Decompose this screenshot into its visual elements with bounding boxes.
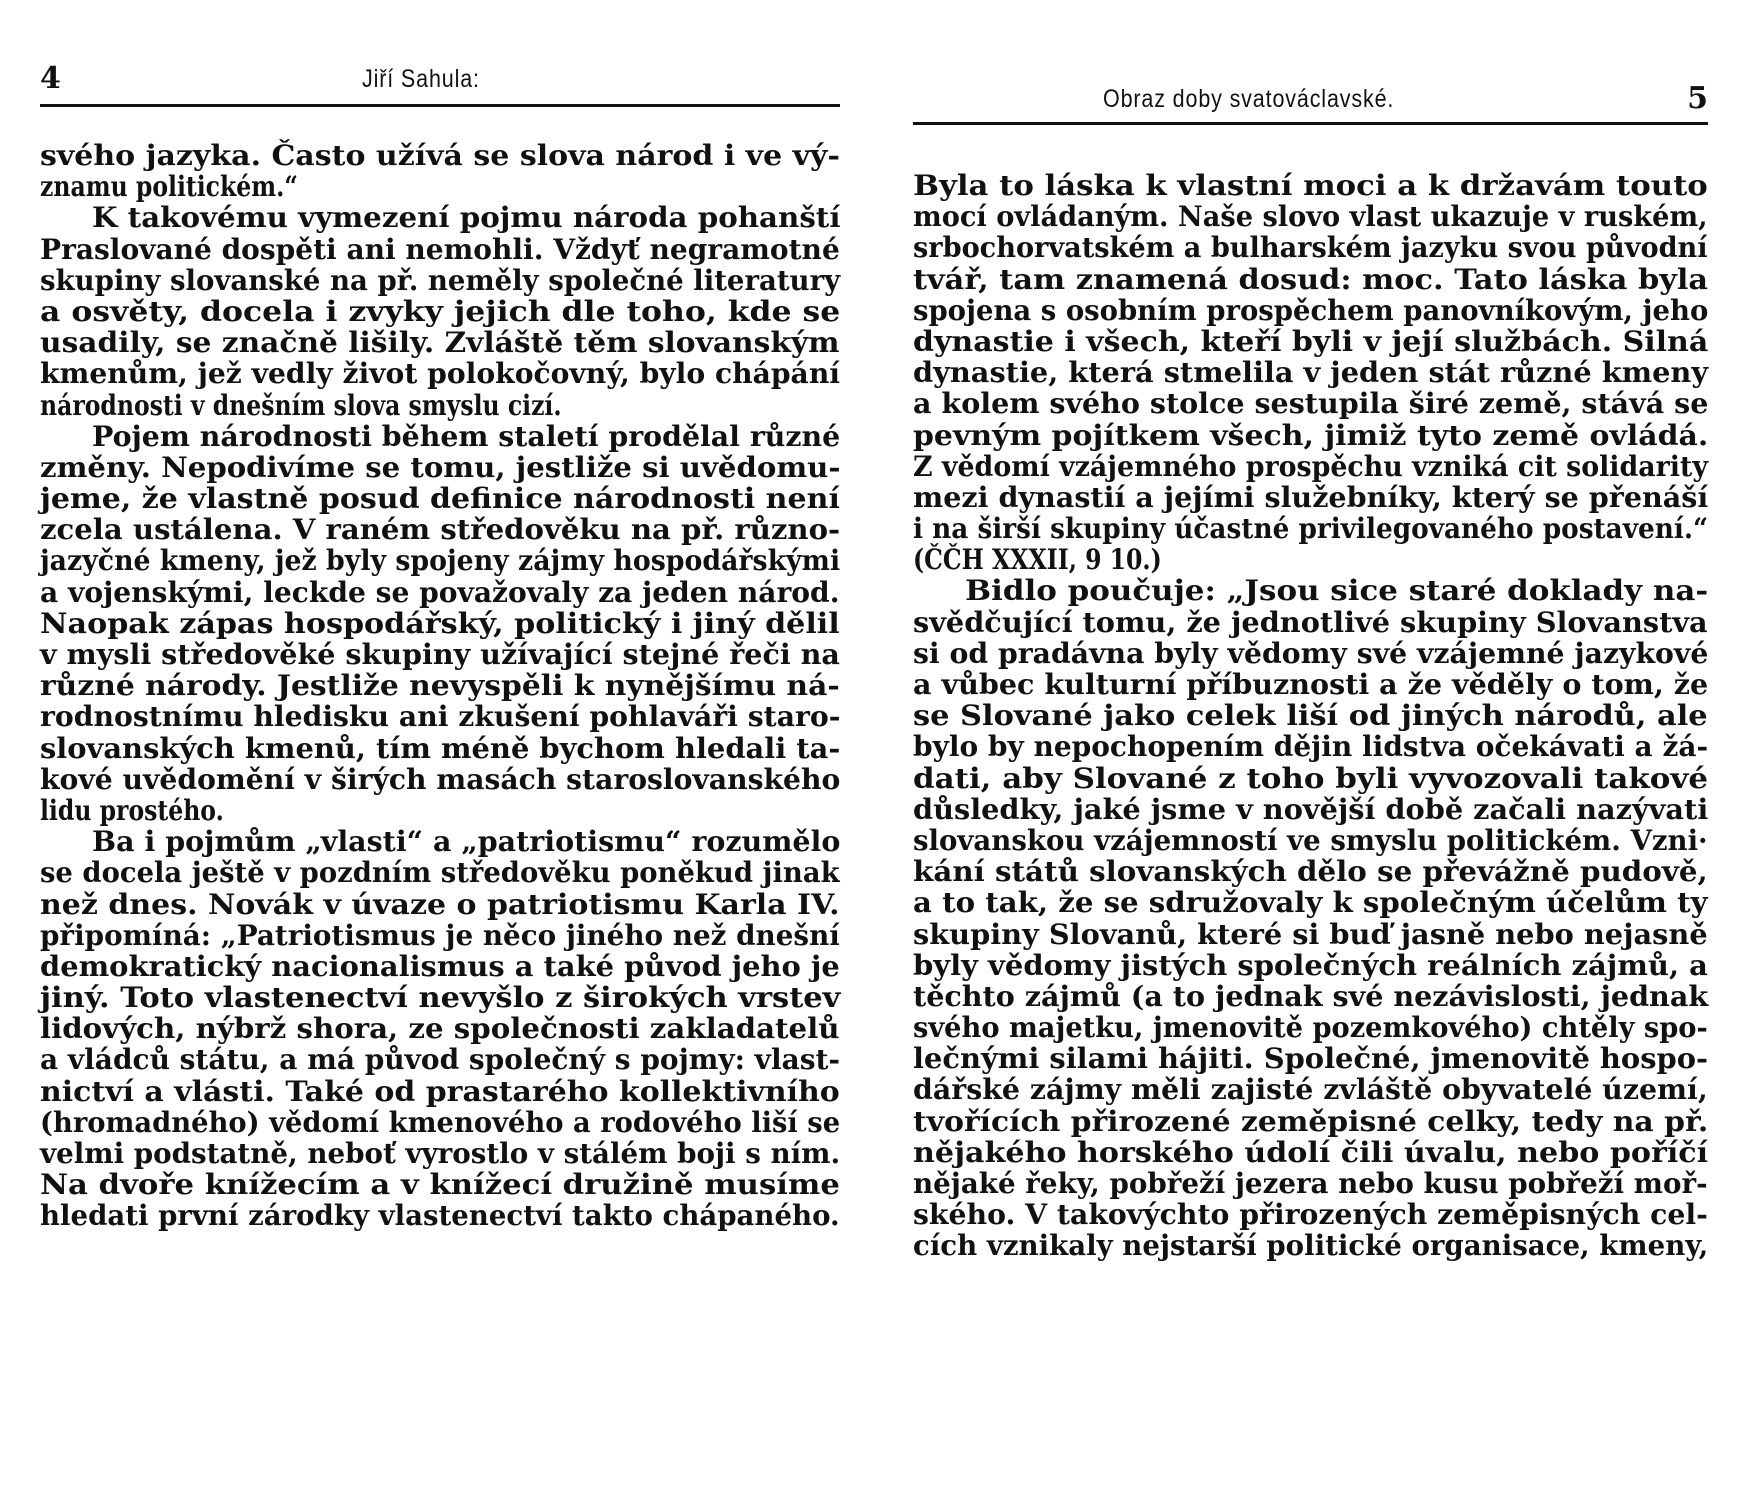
text-line-content: cích vznikaly nejstarší politické organisace, kmeny, [913, 1229, 1709, 1263]
text-line-content: a vládců státu, a má původ společný s pojmy: vlast- [40, 1043, 841, 1077]
text-line [913, 201, 1708, 232]
text-line [40, 545, 840, 576]
text-line-content: Bidlo poučuje: „Jsou sice staré doklady na- [965, 574, 1709, 608]
text-line [40, 390, 840, 421]
text-line-content: pevným pojítkem všech, jimiž tyto země ovládá. [913, 418, 1709, 452]
text-line-content: (hromadného) vědomí kmenového a rodového liší se [40, 1105, 841, 1139]
text-line-content: jazyčné kmeny, jež byly spojeny zájmy hospodářskými [40, 544, 841, 578]
text-line [40, 452, 840, 483]
text-line [40, 265, 840, 296]
text-line-content: rodnostnímu hledisku ani zkušení pohlaváři staro- [40, 700, 841, 734]
text-line-content: mocí ovládaným. Naše slovo vlast ukazuje v ruském, [913, 200, 1708, 234]
text-line-content: skupiny slovanské na př. neměly společné literatury [40, 263, 841, 297]
text-line [40, 1200, 840, 1231]
text-line [40, 764, 840, 795]
text-line-content: srbochorvatském a bulharském jazyku svou původní [913, 231, 1708, 265]
page-body [913, 170, 1708, 1262]
text-line [913, 1168, 1708, 1199]
text-line [40, 171, 840, 202]
text-line-content: lidových, nýbrž shora, ze společnosti zakladatelů [40, 1012, 840, 1046]
text-line [913, 451, 1708, 482]
text-line-content: v mysli středověké skupiny užívající stejné řeči na [40, 638, 840, 671]
text-line [913, 919, 1708, 950]
text-line [40, 795, 840, 826]
text-line [40, 701, 840, 732]
text-line-content: skupiny Slovanů, které si buď jasně nebo nejasně [913, 917, 1708, 951]
text-line-content: tvář, tam znamená dosud: moc. Tato láska byla [913, 262, 1709, 296]
text-line-content: a osvěty, docela i zvyky jejich dle toho, kde se [40, 294, 841, 328]
text-line [913, 326, 1708, 357]
text-line-content: usadily, se značně lišily. Zvláště těm slovanským [40, 326, 840, 360]
text-line [913, 232, 1708, 263]
text-line [40, 670, 840, 701]
text-line [40, 826, 840, 857]
text-line-content: zcela ustálena. V raném středověku na př. různo- [40, 513, 841, 547]
text-line [40, 920, 840, 951]
header-rule [913, 122, 1708, 125]
text-line-content: dynastie, která stmelila v jeden stát různé kmeny [913, 356, 1709, 390]
text-line-content: kání států slovanských dělo se převážně pudově, [913, 855, 1708, 889]
text-line-content: mezi dynastií a jejími služebníky, který se přenáší [913, 480, 1709, 514]
text-line [40, 608, 840, 639]
text-line-content: dati, aby Slované z toho byli vyvozovali takové [913, 761, 1709, 795]
text-line-content: a kolem svého stolce sestupila širé země, stává se [913, 387, 1709, 421]
text-line [40, 296, 840, 327]
text-line-content: Ba i pojmům „vlasti“ a „patriotismu“ rozumělo [92, 825, 841, 859]
text-line [40, 577, 840, 608]
text-line [913, 295, 1708, 326]
text-line-content: si od pradávna byly vědomy své vzájemné jazykové [913, 636, 1709, 670]
text-line [40, 1076, 840, 1107]
text-line [40, 733, 840, 764]
text-line [913, 1199, 1708, 1230]
text-line-content: Byla to láska k vlastní moci a k državám touto [913, 169, 1708, 202]
text-line [40, 421, 840, 452]
text-line [40, 327, 840, 358]
text-line-content: tvořících přirozené zeměpisné celky, tedy na př. [913, 1104, 1709, 1138]
text-line-content: různé národy. Jestliže nevyspěli k nynějšímu ná- [40, 669, 840, 703]
text-line-content: ského. V takovýchto přirozených zeměpisných cel- [913, 1198, 1708, 1232]
text-line [40, 1044, 840, 1075]
text-line-content: K takovému vymezení pojmu národa pohanští [92, 201, 841, 235]
text-line [913, 794, 1708, 825]
text-line [913, 1074, 1708, 1105]
text-line [913, 1230, 1708, 1261]
text-line-content: Praslované dospěti ani nemohli. Vždyť negramotné [40, 232, 840, 266]
text-line [913, 1137, 1708, 1168]
text-line [913, 731, 1708, 762]
text-line-content: kmenům, jež vedly život polokočovný, bylo chápání [40, 357, 841, 391]
text-line [913, 357, 1708, 388]
text-line [40, 1013, 840, 1044]
text-line-content: nějakého horského údolí čili úvalu, nebo poříčí [913, 1135, 1709, 1169]
text-line-content: (ČČH XXXII, 9 10.) [913, 543, 1162, 577]
text-line-content: dářské zájmy měli zajisté zvláště obyvatelé území, [913, 1073, 1708, 1107]
text-line [913, 1043, 1708, 1074]
text-line [913, 575, 1708, 606]
text-line [913, 420, 1708, 451]
text-line-content: dynastie i všech, kteří byli v její službách. Silná [913, 324, 1709, 358]
page-header [913, 82, 1708, 138]
text-line-content: Naopak zápas hospodářský, politický i jiný dělil [40, 606, 840, 640]
text-line [40, 202, 840, 233]
text-line-content: lidu prostého. [40, 793, 224, 827]
text-line-content: demokratický nacionalismus a také původ jeho je [40, 949, 840, 983]
text-line-content: slovanskou vzájemností ve smyslu politickém. Vzni· [913, 823, 1708, 857]
text-line-content: nějaké řeky, pobřeží jezera nebo kusu pobřeží moř- [913, 1167, 1708, 1200]
page-number: 5 [1687, 81, 1708, 116]
text-line-content: a vojenskými, leckde se považovaly za jeden národ. [40, 575, 840, 609]
text-line-content: se Slované jako celek liší od jiných národů, ale [913, 699, 1708, 733]
text-line-content: těchto zájmů (a to jednak své nezávislosti, jednak [913, 979, 1709, 1013]
text-line [913, 669, 1708, 700]
text-line-content: Z vědomí vzájemného prospěchu vzniká cit solidarity [913, 449, 1708, 483]
text-line-content: znamu politickém.“ [40, 170, 298, 204]
text-line-content: změny. Nepodivíme se tomu, jestliže si uvědomu- [40, 450, 841, 484]
text-line [40, 982, 840, 1013]
text-line [913, 700, 1708, 731]
text-line [40, 483, 840, 514]
text-line [913, 482, 1708, 513]
text-line [913, 513, 1708, 544]
text-line-content: připomíná: „Patriotismus je něco jiného než dnešní [40, 918, 840, 952]
text-line [913, 544, 1708, 575]
text-line [913, 950, 1708, 981]
text-line-content: spojena s osobním prospěchem panovníkovým, jeho [913, 293, 1709, 327]
text-line [913, 170, 1708, 201]
text-line-content: jiný. Toto vlastenectví nevyšlo z širokých vrstev [40, 981, 841, 1015]
text-line [913, 887, 1708, 918]
text-line-content: se docela ještě v pozdním středověku poněkud jinak [40, 856, 840, 890]
text-line-content: slovanských kmenů, tím méně bychom hledali ta- [40, 731, 841, 765]
text-line [913, 1012, 1708, 1043]
text-line-content: velmi podstatně, neboť vyrostlo v stálém boji s ním. [40, 1137, 841, 1170]
text-line [40, 889, 840, 920]
text-line [913, 763, 1708, 794]
running-head: Jiří Sahula: [362, 65, 480, 93]
text-line-content: a vůbec kulturní příbuznosti a že věděly o tom, že [913, 668, 1709, 701]
text-line-content: bylo by nepochopením dějin lidstva očekávati a žá- [913, 730, 1709, 764]
text-line [40, 140, 840, 171]
right-page [913, 0, 1709, 1263]
text-line [913, 981, 1708, 1012]
text-line-content: Pojem národnosti během staletí prodělal různé [92, 419, 841, 453]
text-line-content: jeme, že vlastně posud definice národnosti není [40, 482, 840, 516]
running-head: Obraz doby svatováclavské. [1103, 85, 1395, 113]
text-line-content: nictví a vlásti. Také od prastarého kollektivního [40, 1074, 840, 1108]
text-line [913, 607, 1708, 638]
page-body [40, 140, 840, 1232]
left-page [40, 0, 841, 1233]
text-line [40, 1138, 840, 1169]
text-line-content: Na dvoře knížecím a v knížecí družině musíme [40, 1168, 840, 1202]
text-line [40, 1169, 840, 1200]
text-line-content: a to tak, že se sdružovaly k společným účelům ty [913, 886, 1708, 920]
text-line [913, 388, 1708, 419]
text-line-content: kové uvědomění v širých masách staroslovanského [40, 762, 841, 796]
text-line-content: než dnes. Novák v úvaze o patriotismu Karla IV. [40, 887, 840, 921]
text-line [913, 638, 1708, 669]
text-line-content: svého jazyka. Často užívá se slova národ i ve vý- [40, 139, 840, 172]
text-line-content: hledati první zárodky vlastenectví takto chápaného. [40, 1199, 840, 1233]
text-line [40, 639, 840, 670]
text-line [913, 264, 1708, 295]
page-number: 4 [40, 61, 61, 96]
text-line [40, 514, 840, 545]
page-header [40, 62, 840, 118]
text-line-content: lečnými silami hájiti. Společné, jmenovitě hospo- [913, 1042, 1708, 1076]
text-line-content: svědčující tomu, že jednotlivé skupiny Slovanstva [913, 605, 1708, 639]
text-line [40, 1107, 840, 1138]
text-line-content: důsledky, jaké jsme v novější době začali nazývati [913, 792, 1709, 826]
text-line-content: i na širší skupiny účastné privilegovaného postavení.“ [913, 512, 1709, 546]
text-line [40, 358, 840, 389]
text-line [40, 951, 840, 982]
text-line [913, 856, 1708, 887]
text-line-content: byly vědomy jistých společných reálních zájmů, a [913, 948, 1708, 982]
text-line-content: svého majetku, jmenovitě pozemkového) chtěly spo- [913, 1011, 1708, 1045]
text-line-content: národnosti v dnešním slova smyslu cizí. [40, 388, 562, 422]
text-line [913, 1106, 1708, 1137]
text-line [913, 825, 1708, 856]
text-line [40, 857, 840, 888]
text-line [40, 234, 840, 265]
header-rule [40, 104, 840, 107]
